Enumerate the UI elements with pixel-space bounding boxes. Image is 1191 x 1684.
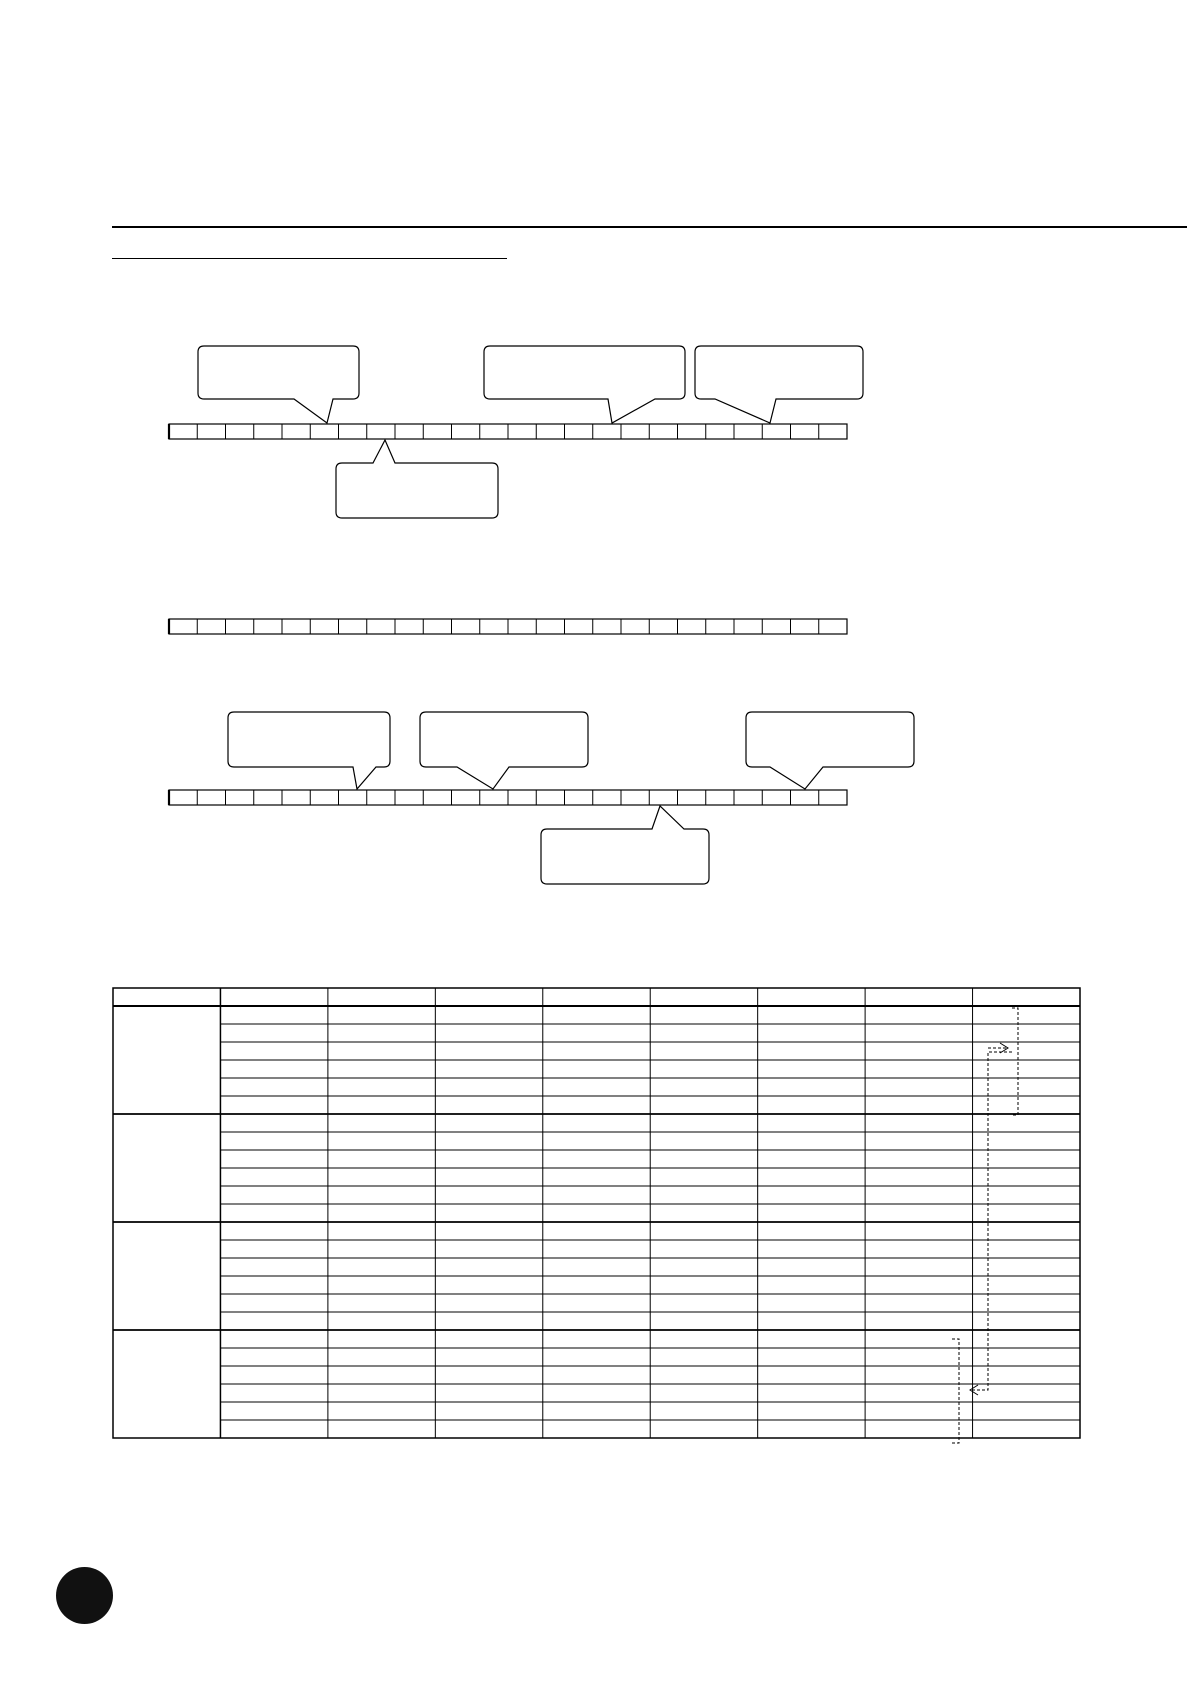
callout-outline [484, 346, 685, 423]
callout-bubble [228, 712, 390, 789]
callout-bubble [198, 346, 359, 423]
callout-bubble [695, 346, 863, 423]
group-4-bracket [952, 1339, 959, 1443]
callout-bubble [336, 440, 498, 518]
callout-group [198, 346, 914, 884]
loop-connector [970, 1052, 1012, 1390]
bit-assignment-table [113, 988, 1080, 1438]
bit-strip-1 [169, 424, 847, 439]
callout-bubble [541, 806, 709, 884]
callout-outline [541, 806, 709, 884]
callout-outline [420, 712, 588, 789]
callout-outline [336, 440, 498, 518]
table-frame [113, 988, 1080, 1438]
bit-strip-3 [169, 790, 847, 805]
callout-bubble [746, 712, 914, 789]
callout-bubble [484, 346, 685, 423]
bit-strip-2 [169, 619, 847, 634]
callout-outline [746, 712, 914, 789]
callout-outline [228, 712, 390, 789]
callout-outline [695, 346, 863, 423]
page-number-marker [56, 1567, 113, 1624]
callout-bubble [420, 712, 588, 789]
callout-outline [198, 346, 359, 423]
flow-arrows [952, 1008, 1018, 1443]
